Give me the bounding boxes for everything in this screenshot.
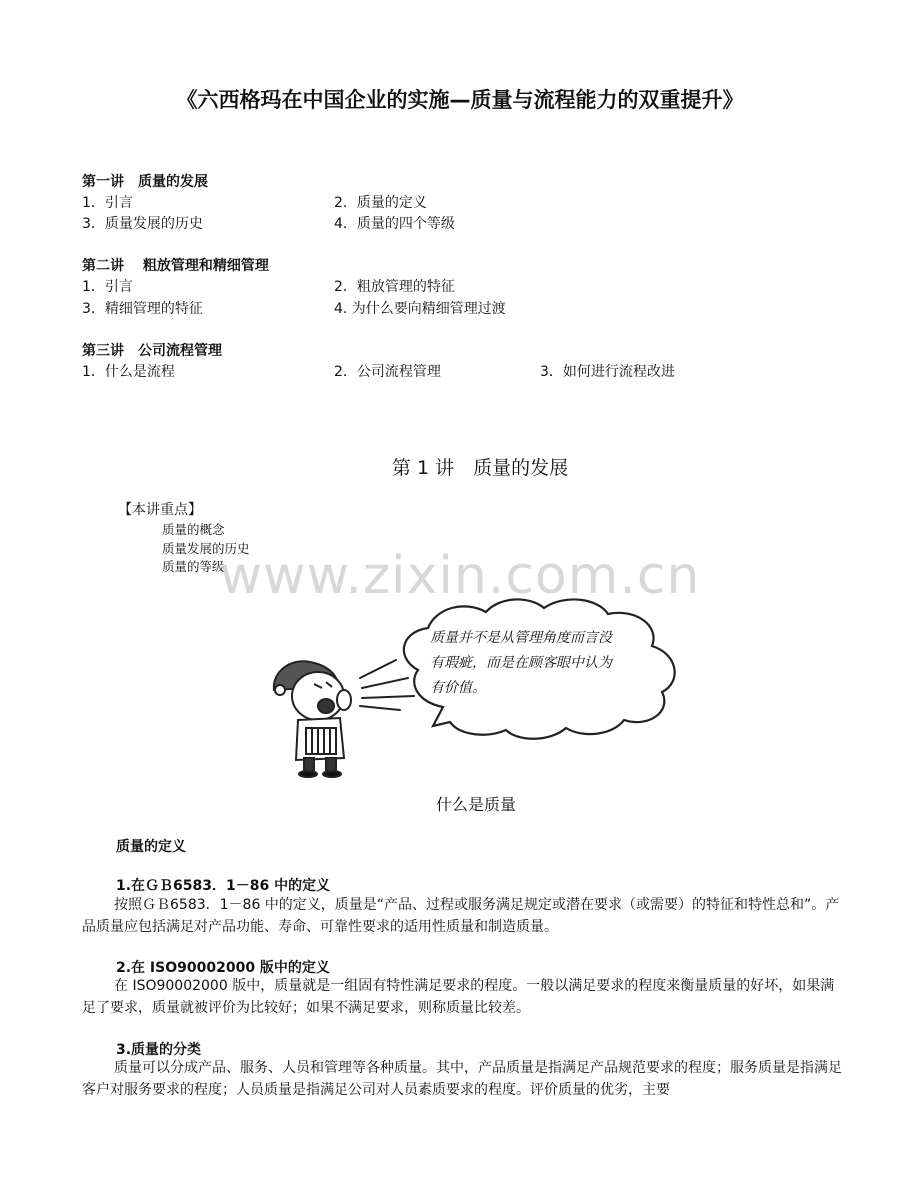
paragraph: 质量可以分成产品、服务、人员和管理等各种质量。其中，产品质量是指满足产品规范要求的程度；服务质量是指满足客户对服务要求的程度；人员质量是指满足公司对人员素质要求的程度。评价质量的优劣，主要 (82, 1060, 842, 1098)
toc-item: 3．如何进行流程改进 (540, 364, 675, 380)
toc-item: 1．什么是流程 (82, 364, 175, 380)
key-point-item: 质量的概念 (162, 522, 225, 537)
shouting-character-icon (274, 661, 351, 777)
toc-item: 2．公司流程管理 (334, 364, 441, 380)
toc-item: 1．引言 (82, 279, 133, 295)
subsection-heading: 3.质量的分类 (116, 1042, 202, 1058)
document-title: 《六西格玛在中国企业的实施—质量与流程能力的双重提升》 (176, 88, 744, 112)
subsection-heading: 2.在 ISO90002000 版中的定义 (116, 960, 330, 976)
toc-item: 3．质量发展的历史 (82, 216, 203, 232)
toc-item: 2．粗放管理的特征 (334, 279, 455, 295)
watermark: www.zixin.com.cn (219, 546, 701, 606)
toc-item: 3．精细管理的特征 (82, 301, 203, 317)
toc-item: 1．引言 (82, 195, 133, 211)
toc-section-heading: 第二讲 粗放管理和精细管理 (82, 258, 269, 274)
toc-section-heading: 第一讲 质量的发展 (82, 174, 208, 190)
key-points-label: 【本讲重点】 (118, 502, 202, 518)
subsection-heading: 1.在ＧＢ6583．1－86 中的定义 (116, 878, 331, 894)
lecture-title: 第 1 讲 质量的发展 (391, 457, 569, 479)
toc-item: 4．质量的四个等级 (334, 216, 455, 232)
paragraph: 按照ＧＢ6583．1－86 中的定义，质量是“产品、过程或服务满足规定或潜在要求（或需要）的特征和特性总和”。产品质量应包括满足对产品功能、寿命、可靠性要求的适用性质量和制造质量。 (82, 897, 840, 935)
illustration-caption: 什么是质量 (435, 795, 516, 814)
speech-bubble-text: 质量并不是从管理角度而言没有瑕疵，而是在顾客眼中认为有价值。 (430, 630, 612, 696)
key-point-item: 质量发展的历史 (162, 541, 250, 556)
toc-item: 2．质量的定义 (334, 195, 427, 211)
paragraph: 在 ISO90002000 版中，质量就是一组固有特性满足要求的程度。一般以满足要求的程度来衡量质量的好坏，如果满足了要求，质量就被评价为比较好；如果不满足要求，则称质量比较差。 (82, 978, 835, 1016)
toc-section-heading: 第三讲 公司流程管理 (82, 343, 222, 359)
shout-lines-icon (360, 660, 414, 710)
toc-item: 4. 为什么要向精细管理过渡 (334, 301, 506, 317)
key-point-item: 质量的等级 (162, 559, 225, 574)
section-heading: 质量的定义 (116, 839, 186, 855)
